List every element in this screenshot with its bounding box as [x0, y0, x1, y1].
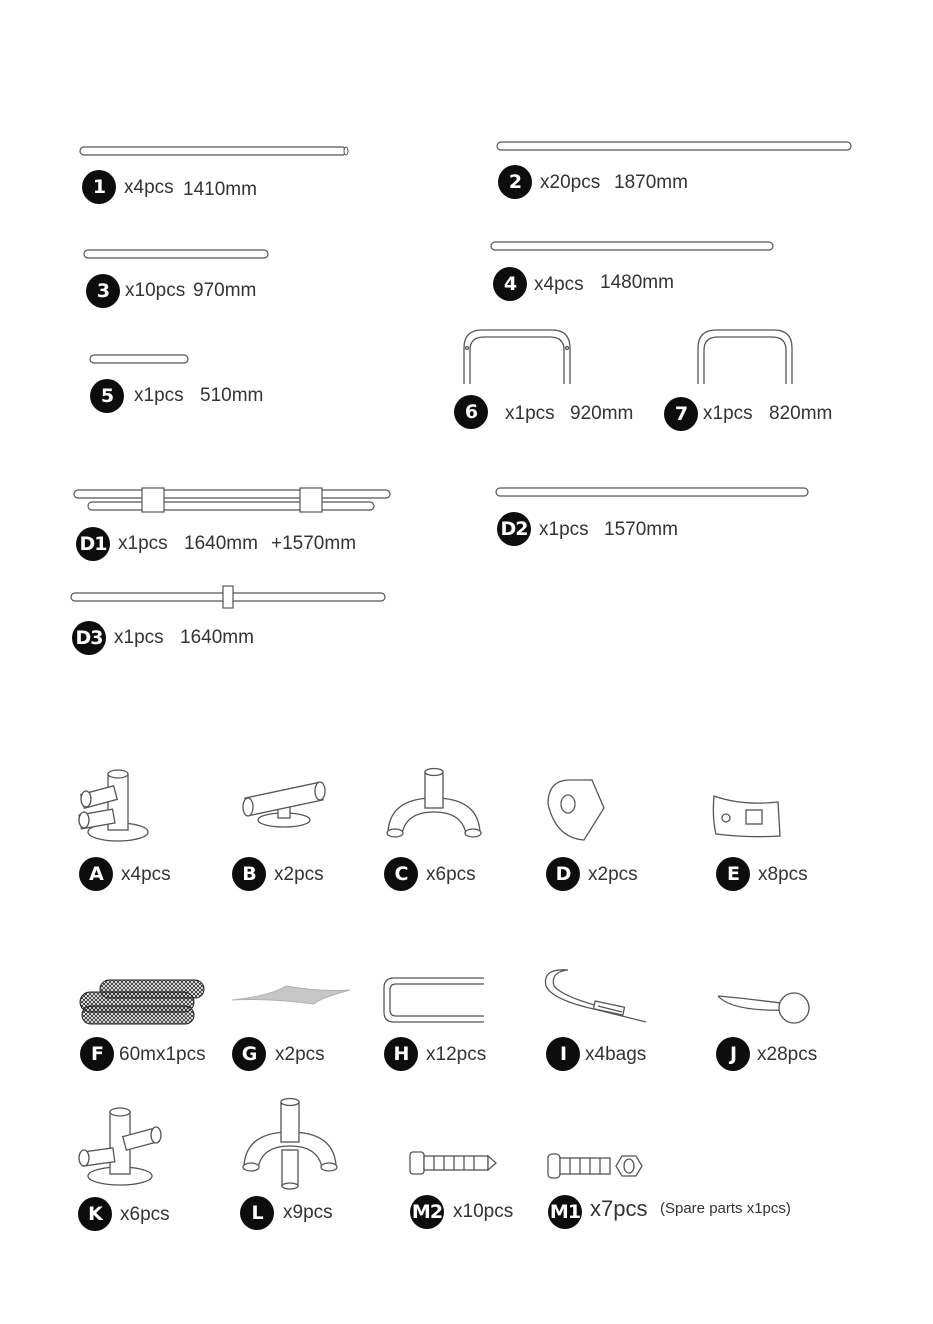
badge-m1: M1: [548, 1195, 582, 1229]
part-d-drawing: [544, 774, 608, 844]
tube-2-length: 1870mm: [614, 172, 688, 193]
part-c-drawing: [380, 768, 488, 844]
tube-d1-length: 1640mm: [184, 533, 258, 554]
badge-j: J: [716, 1037, 750, 1071]
tube-4-qty: x4pcs: [534, 274, 584, 295]
badge-1: 1: [82, 170, 116, 204]
tube-d2-qty: x1pcs: [539, 519, 589, 540]
part-m2-drawing: [408, 1146, 500, 1180]
tube-1-qty: x4pcs: [124, 177, 174, 198]
part-k-drawing: [76, 1106, 164, 1190]
badge-k: K: [78, 1197, 112, 1231]
badge-f: F: [80, 1037, 114, 1071]
badge-2: 2: [498, 165, 532, 199]
part-f-drawing: [78, 978, 208, 1026]
tube-d3-length: 1640mm: [180, 627, 254, 648]
tube-5-qty: x1pcs: [134, 385, 184, 406]
tube-d3-drawing: [71, 584, 389, 612]
tube-3-length: 970mm: [193, 280, 257, 301]
part-l-drawing: [236, 1098, 344, 1190]
tube-d2-length: 1570mm: [604, 519, 678, 540]
badge-c: C: [384, 857, 418, 891]
badge-3: 3: [86, 274, 120, 308]
part-g-qty: x2pcs: [275, 1044, 325, 1065]
tube-5-drawing: [90, 353, 190, 367]
badge-e: E: [716, 857, 750, 891]
badge-d2: D2: [497, 512, 531, 546]
part-b-qty: x2pcs: [274, 864, 324, 885]
badge-l: L: [240, 1196, 274, 1230]
part-g-drawing: [230, 982, 352, 1006]
tube-7-qty: x1pcs: [703, 403, 753, 424]
part-h-qty: x12pcs: [426, 1044, 487, 1065]
badge-a: A: [79, 857, 113, 891]
part-j-qty: x28pcs: [757, 1044, 818, 1065]
badge-6: 6: [454, 395, 488, 429]
part-m1-note: (Spare parts x1pcs): [660, 1200, 791, 1217]
tube-7-length: 820mm: [769, 403, 833, 424]
part-m1-qty: x7pcs: [590, 1196, 648, 1221]
badge-h: H: [384, 1037, 418, 1071]
badge-b: B: [232, 857, 266, 891]
tube-6-length: 920mm: [570, 403, 634, 424]
part-l-qty: x9pcs: [283, 1202, 333, 1223]
part-e-qty: x8pcs: [758, 864, 808, 885]
tube-4-drawing: [491, 240, 775, 254]
part-i-drawing: [542, 964, 652, 1026]
tube-1-drawing: [80, 145, 350, 159]
part-a-drawing: [76, 768, 156, 846]
tube-6-qty: x1pcs: [505, 403, 555, 424]
tube-2-qty: x20pcs: [540, 172, 601, 193]
part-k-qty: x6pcs: [120, 1204, 170, 1225]
tube-d3-qty: x1pcs: [114, 627, 164, 648]
badge-g: G: [232, 1037, 266, 1071]
badge-4: 4: [493, 267, 527, 301]
tube-d2-drawing: [496, 486, 810, 500]
tube-d1-qty: x1pcs: [118, 533, 168, 554]
badge-m2: M2: [410, 1195, 444, 1229]
badge-d1: D1: [76, 527, 110, 561]
badge-7: 7: [664, 397, 698, 431]
part-m1-drawing: [546, 1152, 646, 1182]
part-h-drawing: [380, 974, 488, 1026]
tube-2-drawing: [497, 140, 853, 154]
tube-3-qty: x10pcs: [125, 280, 186, 301]
part-d-qty: x2pcs: [588, 864, 638, 885]
badge-i: I: [546, 1037, 580, 1071]
badge-d3: D3: [72, 621, 106, 655]
tube-7-drawing: [694, 328, 798, 386]
tube-1-length: 1410mm: [183, 179, 257, 200]
part-f-qty: 60mx1pcs: [119, 1044, 206, 1065]
part-a-qty: x4pcs: [121, 864, 171, 885]
part-e-drawing: [712, 792, 784, 844]
part-j-drawing: [712, 990, 812, 1026]
part-m2-qty: x10pcs: [453, 1201, 514, 1222]
tube-d1-drawing: [74, 488, 394, 516]
tube-d1-extra: +1570mm: [271, 533, 357, 554]
part-b-drawing: [238, 780, 328, 832]
part-i-qty: x4bags: [585, 1044, 647, 1065]
tube-5-length: 510mm: [200, 385, 264, 406]
tube-6-drawing: [460, 328, 576, 386]
badge-5: 5: [90, 379, 124, 413]
tube-4-length: 1480mm: [600, 272, 674, 293]
badge-d: D: [546, 857, 580, 891]
tube-3-drawing: [84, 248, 270, 262]
part-c-qty: x6pcs: [426, 864, 476, 885]
